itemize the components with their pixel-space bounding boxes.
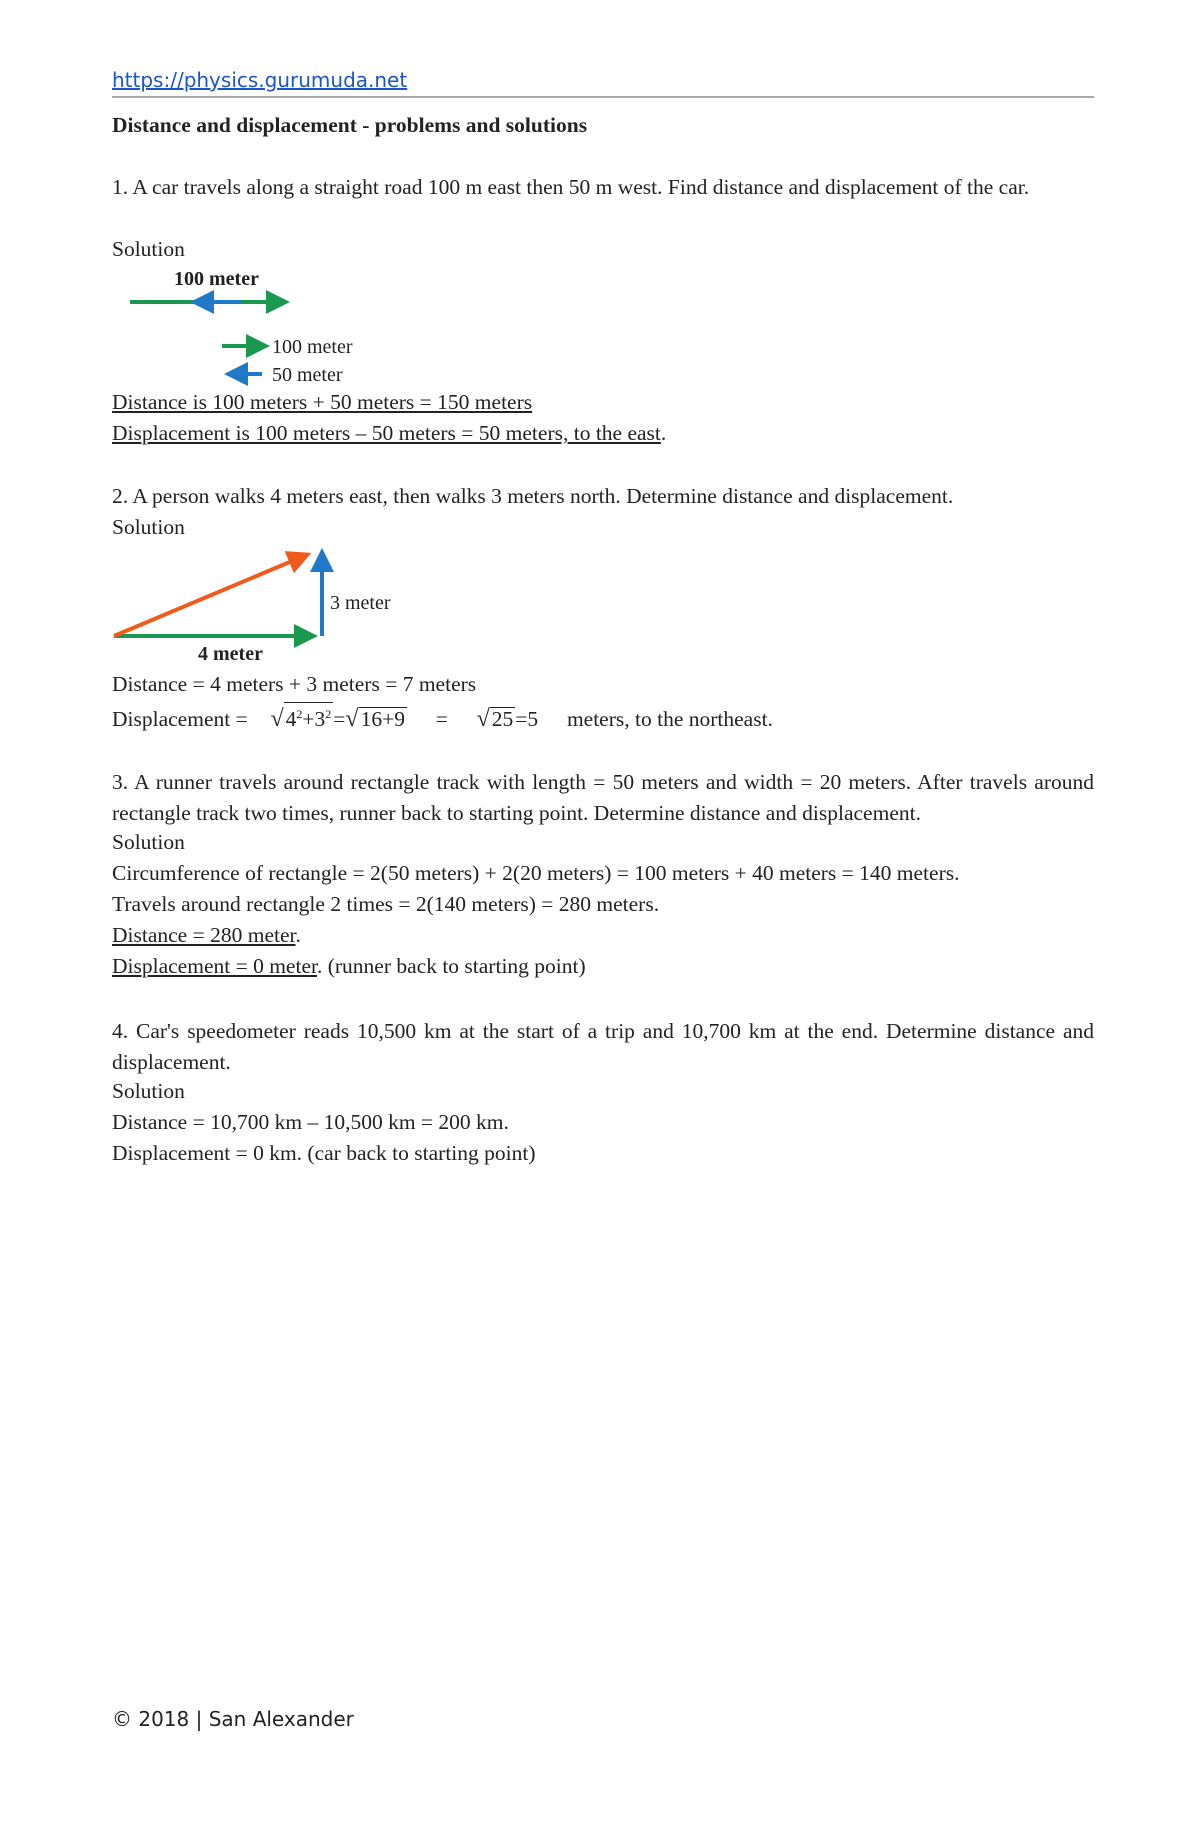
problem-2-distance: Distance = 4 meters + 3 meters = 7 meters — [112, 672, 477, 696]
fig1-blue-label: 50 meter — [272, 364, 343, 386]
sqrt-symbol: √ — [270, 706, 284, 733]
sqrt-2: 16+9 — [360, 707, 405, 732]
site-link[interactable]: https://physics.gurumuda.net — [112, 68, 408, 92]
problem-1-displacement: Displacement is 100 meters – 50 meters = 50 meters, to the east — [112, 421, 661, 445]
problem-4-solution-label: Solution — [112, 1079, 185, 1103]
problem-1-displacement-line — [112, 421, 666, 446]
problem-4-displacement: Displacement = 0 km. (car back to starting point) — [112, 1141, 536, 1165]
fig2-vertical-label: 3 meter — [330, 592, 391, 614]
fig2-horizontal-label: 4 meter — [198, 643, 263, 665]
problem-3-circumference: Circumference of rectangle = 2(50 meters) + 2(20 meters) = 100 meters + 40 meters = 140 meters. — [112, 861, 960, 885]
problem-2-solution-label: Solution — [112, 515, 185, 539]
problem-2-figure — [112, 542, 432, 672]
fig1-top-label: 100 meter — [174, 268, 259, 290]
problem-1-displacement-end: . — [660, 421, 667, 445]
disp-suffix: meters, to the northeast. — [566, 707, 773, 732]
problem-1-solution-label: Solution — [112, 237, 185, 261]
sqrt-symbol: √ — [476, 706, 490, 733]
page-title: Distance and displacement - problems and solutions — [112, 113, 588, 137]
problem-3-distance-line: Distance = 280 meter. — [112, 923, 301, 947]
problem-1-figure — [112, 262, 412, 392]
problem-3-travels: Travels around rectangle 2 times = 2(140 meters) = 280 meters. — [112, 892, 660, 916]
problem-2-displacement: Displacement = $√4^2+3^2=√16+9 = √25=5$ meters, to the northeast. — [112, 702, 773, 733]
problem-4-distance: Distance = 10,700 km – 10,500 km = 200 km. — [112, 1110, 509, 1134]
sqrt-1: $4^2+3^2$ — [284, 702, 334, 730]
problem-1-question: 1. A car travels along a straight road 100 m east then 50 m west. Find distance and displacement of the car. — [112, 175, 1030, 199]
problem-2-question: 2. A person walks 4 meters east, then walks 3 meters north. Determine distance and displacement. — [112, 484, 954, 508]
problem-1-distance: Distance is 100 meters + 50 meters = 150 meters — [112, 390, 533, 414]
header-divider — [112, 96, 1094, 98]
sqrt-3: 25 — [491, 707, 514, 732]
problem-3-displacement-line: Displacement = 0 meter. (runner back to starting point) — [112, 954, 586, 978]
footer-copyright: © 2018 | San Alexander — [112, 1707, 354, 1731]
disp-prefix: Displacement = — [112, 707, 248, 732]
problem-4-question: 4. Car's speedometer reads 10,500 km at the start of a trip and 10,700 km at the end. Determine distance and displacement. — [112, 1019, 1094, 1074]
problem-3-solution-label: Solution — [112, 830, 185, 854]
problem-3-displacement: Displacement = 0 meter — [112, 954, 317, 978]
fig2-orange-arrow-displacement — [114, 556, 304, 636]
fig1-green-label: 100 meter — [272, 336, 353, 358]
problem-3-distance: Distance = 280 meter — [112, 923, 296, 947]
sqrt-symbol: √ — [345, 706, 359, 733]
problem-3-question: 3. A runner travels around rectangle track with length = 50 meters and width = 20 meters. After travels around rectangle track two times, runner back to starting point. Determine distance and displacement. — [112, 770, 1094, 825]
